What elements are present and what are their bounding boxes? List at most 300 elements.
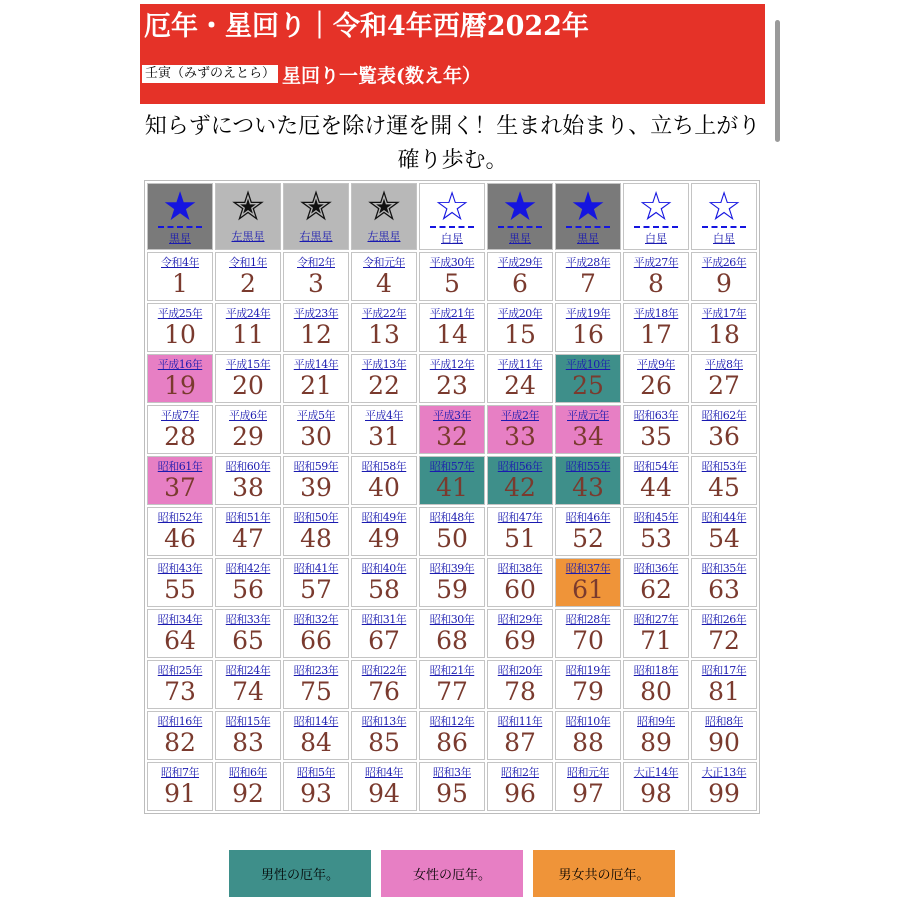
age-cell [283,252,349,301]
age-number: 14 [436,320,468,349]
birth-year-link[interactable]: 平成13年 [361,358,407,371]
star-label-link[interactable]: 左黒星 [367,230,401,243]
birth-year-link[interactable]: 平成3年 [433,409,471,422]
age-number: 29 [232,422,264,451]
age-number: 18 [708,320,740,349]
birth-year-link[interactable]: 昭和26年 [701,613,747,626]
age-number: 69 [504,626,536,655]
age-cell [623,762,689,811]
age-cell [283,558,349,607]
age-cell [147,252,213,301]
age-number: 17 [640,320,672,349]
birth-year-link[interactable]: 昭和8年 [705,715,743,728]
table-row [147,252,757,301]
birth-year-link[interactable]: 昭和13年 [361,715,407,728]
age-cell [555,405,621,454]
age-cell [623,405,689,454]
birth-year-link[interactable]: 昭和60年 [225,460,271,473]
age-number: 21 [300,371,332,400]
age-number: 67 [368,626,400,655]
age-cell [691,456,757,505]
age-cell [487,507,553,556]
age-cell [487,456,553,505]
age-cell [487,558,553,607]
age-cell [555,762,621,811]
page-header [140,4,765,104]
age-cell [215,660,281,709]
star-label-link[interactable]: 黒星 [509,232,531,245]
birth-year-link[interactable]: 昭和40年 [361,562,407,575]
birth-year-link[interactable]: 平成11年 [497,358,543,371]
age-cell [147,609,213,658]
age-cell [215,252,281,301]
age-number: 44 [640,473,672,502]
birth-year-link[interactable]: 昭和48年 [429,511,475,524]
table-row [147,405,757,454]
age-cell [555,660,621,709]
age-cell [691,711,757,760]
star-label-link[interactable]: 白星 [713,232,735,245]
age-number: 63 [708,575,740,604]
age-number: 7 [580,269,596,298]
age-cell [555,303,621,352]
age-number: 56 [232,575,264,604]
age-cell [419,660,485,709]
birth-year-link[interactable]: 昭和45年 [633,511,679,524]
birth-year-link[interactable]: 平成18年 [633,307,679,320]
birth-year-link[interactable]: 平成元年 [567,409,609,422]
age-number: 36 [708,422,740,451]
birth-year-link[interactable]: 平成6年 [229,409,267,422]
birth-year-link[interactable]: 昭和34年 [157,613,203,626]
age-cell [283,303,349,352]
age-number: 73 [164,677,196,706]
eto-label: 壬寅（みずのえとら） [142,65,278,83]
table-row [147,609,757,658]
age-cell [215,762,281,811]
age-number: 75 [300,677,332,706]
age-cell [283,711,349,760]
age-number: 9 [716,269,732,298]
birth-year-link[interactable]: 昭和56年 [497,460,543,473]
age-number: 83 [232,728,264,757]
birth-year-link[interactable]: 平成14年 [293,358,339,371]
age-number: 52 [572,524,604,553]
age-cell [147,660,213,709]
birth-year-link[interactable]: 昭和44年 [701,511,747,524]
age-number: 26 [640,371,672,400]
birth-year-link[interactable]: 平成2年 [501,409,539,422]
age-number: 88 [572,728,604,757]
age-cell [215,558,281,607]
birth-year-link[interactable]: 昭和61年 [157,460,203,473]
age-number: 23 [436,371,468,400]
age-number: 51 [504,524,536,553]
table-row [147,762,757,811]
age-number: 8 [648,269,664,298]
table-row [147,711,757,760]
star-label-link[interactable]: 白星 [645,232,667,245]
birth-year-link[interactable]: 昭和23年 [293,664,339,677]
birth-year-link[interactable]: 平成17年 [701,307,747,320]
age-cell [555,252,621,301]
age-number: 24 [504,371,536,400]
age-cell [351,354,417,403]
age-cell [555,354,621,403]
age-cell [419,711,485,760]
age-cell [215,354,281,403]
star-header-cell [419,183,485,250]
table-row [147,354,757,403]
age-cell [555,558,621,607]
birth-year-link[interactable]: 昭和28年 [565,613,611,626]
age-number: 1 [172,269,188,298]
age-cell [283,354,349,403]
birth-year-link[interactable]: 昭和27年 [633,613,679,626]
age-cell [623,507,689,556]
birth-year-link[interactable]: 昭和7年 [161,766,199,779]
age-number: 62 [640,575,672,604]
birth-year-link[interactable]: 昭和59年 [293,460,339,473]
birth-year-link[interactable]: 昭和47年 [497,511,543,524]
age-cell [419,405,485,454]
age-cell [487,405,553,454]
birth-year-link[interactable]: 平成28年 [565,256,611,269]
birth-year-link[interactable]: 昭和元年 [567,766,609,779]
birth-year-link[interactable]: 昭和6年 [229,766,267,779]
age-number: 50 [436,524,468,553]
birth-year-link[interactable]: 昭和5年 [297,766,335,779]
age-number: 95 [436,779,468,808]
age-number: 76 [368,677,400,706]
black-star-icon: ★ [570,184,606,230]
age-cell [555,609,621,658]
tagline: 知らずについた厄を除け運を開く！生まれ始まり、立ち上がり確り歩む。 [144,114,761,173]
age-cell [623,558,689,607]
age-number: 71 [640,626,672,655]
age-number: 90 [708,728,740,757]
age-cell [147,507,213,556]
age-cell [691,558,757,607]
birth-year-link[interactable]: 昭和46年 [565,511,611,524]
birth-year-link[interactable]: 昭和42年 [225,562,271,575]
birth-year-link[interactable]: 昭和21年 [429,664,475,677]
age-cell [215,456,281,505]
age-cell [351,711,417,760]
birth-year-link[interactable]: 昭和19年 [565,664,611,677]
star-header-cell [623,183,689,250]
birth-year-link[interactable]: 昭和22年 [361,664,407,677]
birth-year-link[interactable]: 昭和43年 [157,562,203,575]
table-row [147,558,757,607]
age-cell [147,762,213,811]
age-number: 97 [572,779,604,808]
birth-year-link[interactable]: 昭和51年 [225,511,271,524]
age-number: 82 [164,728,196,757]
birth-year-link[interactable]: 平成15年 [225,358,271,371]
birth-year-link[interactable]: 昭和29年 [497,613,543,626]
age-cell [419,354,485,403]
age-cell [351,456,417,505]
age-cell [691,354,757,403]
age-number: 94 [368,779,400,808]
birth-year-link[interactable]: 昭和9年 [637,715,675,728]
age-cell [283,609,349,658]
age-number: 42 [504,473,536,502]
birth-year-link[interactable]: 昭和10年 [565,715,611,728]
age-number: 78 [504,677,536,706]
birth-year-link[interactable]: 昭和33年 [225,613,271,626]
age-number: 20 [232,371,264,400]
birth-year-link[interactable]: 昭和24年 [225,664,271,677]
age-number: 54 [708,524,740,553]
age-cell [419,609,485,658]
age-number: 81 [708,677,740,706]
star-label-link[interactable]: 黒星 [169,232,191,245]
age-number: 70 [572,626,604,655]
age-number: 41 [436,473,468,502]
age-number: 43 [572,473,604,502]
birth-year-link[interactable]: 平成12年 [429,358,475,371]
age-cell [283,456,349,505]
age-number: 15 [504,320,536,349]
birth-year-link[interactable]: 昭和37年 [565,562,611,575]
birth-year-link[interactable]: 昭和15年 [225,715,271,728]
birth-year-link[interactable]: 昭和17年 [701,664,747,677]
age-number: 79 [572,677,604,706]
birth-year-link[interactable]: 平成16年 [157,358,203,371]
age-number: 53 [640,524,672,553]
birth-year-link[interactable]: 昭和2年 [501,766,539,779]
birth-year-link[interactable]: 平成7年 [161,409,199,422]
birth-year-link[interactable]: 平成30年 [429,256,475,269]
age-cell [283,762,349,811]
birth-year-link[interactable]: 昭和39年 [429,562,475,575]
age-number: 74 [232,677,264,706]
birth-year-link[interactable]: 昭和55年 [565,460,611,473]
birth-year-link[interactable]: 昭和14年 [293,715,339,728]
white-star-icon: ☆ [706,184,742,230]
age-number: 47 [232,524,264,553]
age-cell [283,660,349,709]
age-cell [351,762,417,811]
age-number: 99 [708,779,740,808]
birth-year-link[interactable]: 平成29年 [497,256,543,269]
right-black-star-icon: ✭ [299,184,333,230]
age-number: 19 [164,371,196,400]
age-cell [487,660,553,709]
age-number: 48 [300,524,332,553]
birth-year-link[interactable]: 昭和49年 [361,511,407,524]
age-number: 30 [300,422,332,451]
birth-year-link[interactable]: 大正13年 [701,766,747,779]
age-cell [283,405,349,454]
birth-year-link[interactable]: 令和1年 [229,256,267,269]
age-cell [351,507,417,556]
birth-year-link[interactable]: 平成22年 [361,307,407,320]
age-number: 46 [164,524,196,553]
age-cell [351,660,417,709]
age-cell [623,660,689,709]
age-number: 34 [572,422,604,451]
birth-year-link[interactable]: 平成27年 [633,256,679,269]
birth-year-link[interactable]: 平成24年 [225,307,271,320]
age-number: 12 [300,320,332,349]
age-number: 93 [300,779,332,808]
age-number: 49 [368,524,400,553]
age-number: 86 [436,728,468,757]
age-cell [691,507,757,556]
age-number: 65 [232,626,264,655]
birth-year-link[interactable]: 平成23年 [293,307,339,320]
age-number: 66 [300,626,332,655]
birth-year-link[interactable]: 昭和30年 [429,613,475,626]
birth-year-link[interactable]: 昭和16年 [157,715,203,728]
age-cell [623,303,689,352]
birth-year-link[interactable]: 昭和11年 [497,715,543,728]
birth-year-link[interactable]: 平成19年 [565,307,611,320]
age-number: 80 [640,677,672,706]
birth-year-link[interactable]: 昭和12年 [429,715,475,728]
age-cell [623,711,689,760]
birth-year-link[interactable]: 昭和4年 [365,766,403,779]
yakudoshi-table [144,180,760,814]
age-number: 10 [164,320,196,349]
age-cell [487,354,553,403]
birth-year-link[interactable]: 平成26年 [701,256,747,269]
age-cell [215,405,281,454]
age-cell [351,303,417,352]
age-cell [691,609,757,658]
age-number: 91 [164,779,196,808]
list-name: 星回り一覧表(数え年） [282,64,482,87]
birth-year-link[interactable]: 昭和25年 [157,664,203,677]
birth-year-link[interactable]: 令和4年 [161,256,199,269]
age-number: 77 [436,677,468,706]
age-cell [555,507,621,556]
table-row [147,456,757,505]
age-number: 2 [240,269,256,298]
age-number: 39 [300,473,332,502]
age-number: 11 [232,320,264,349]
white-star-icon: ☆ [434,184,470,230]
age-cell [147,558,213,607]
legend-both: 男女共の厄年。 [533,850,675,897]
birth-year-link[interactable]: 昭和31年 [361,613,407,626]
age-cell [351,558,417,607]
star-header-cell [215,183,281,250]
birth-year-link[interactable]: 昭和38年 [497,562,543,575]
age-number: 60 [504,575,536,604]
age-cell [623,609,689,658]
birth-year-link[interactable]: 大正14年 [633,766,679,779]
age-cell [419,303,485,352]
birth-year-link[interactable]: 昭和20年 [497,664,543,677]
age-cell [147,405,213,454]
birth-year-link[interactable]: 昭和32年 [293,613,339,626]
age-cell [691,252,757,301]
birth-year-link[interactable]: 昭和63年 [633,409,679,422]
birth-year-link[interactable]: 昭和53年 [701,460,747,473]
age-cell [555,456,621,505]
birth-year-link[interactable]: 昭和36年 [633,562,679,575]
age-number: 31 [368,422,400,451]
header-subrow [142,62,481,86]
star-header-cell [283,183,349,250]
birth-year-link[interactable]: 平成10年 [565,358,611,371]
age-number: 27 [708,371,740,400]
birth-year-link[interactable]: 昭和35年 [701,562,747,575]
star-label-link[interactable]: 白星 [441,232,463,245]
age-cell [555,711,621,760]
star-label-link[interactable]: 左黒星 [231,230,265,243]
age-number: 16 [572,320,604,349]
birth-year-link[interactable]: 昭和52年 [157,511,203,524]
birth-year-link[interactable]: 昭和57年 [429,460,475,473]
age-number: 61 [572,575,604,604]
age-number: 96 [504,779,536,808]
age-cell [283,507,349,556]
birth-year-link[interactable]: 平成4年 [365,409,403,422]
birth-year-link[interactable]: 昭和62年 [701,409,747,422]
birth-year-link[interactable]: 令和2年 [297,256,335,269]
age-cell [419,558,485,607]
age-cell [487,762,553,811]
birth-year-link[interactable]: 昭和41年 [293,562,339,575]
star-label-link[interactable]: 黒星 [577,232,599,245]
age-cell [487,609,553,658]
age-number: 92 [232,779,264,808]
star-header-cell [487,183,553,250]
left-black-star-icon: ✭ [231,184,265,230]
birth-year-link[interactable]: 平成8年 [705,358,743,371]
age-number: 37 [164,473,196,502]
age-number: 4 [376,269,392,298]
age-cell [623,456,689,505]
page-title: 厄年・星回り｜令和4年西暦2022年 [144,11,589,42]
star-header-cell [147,183,213,250]
birth-year-link[interactable]: 平成5年 [297,409,335,422]
white-star-icon: ☆ [638,184,674,230]
birth-year-link[interactable]: 平成25年 [157,307,203,320]
birth-year-link[interactable]: 昭和54年 [633,460,679,473]
age-number: 38 [232,473,264,502]
age-number: 35 [640,422,672,451]
age-cell [147,456,213,505]
age-cell [351,405,417,454]
birth-year-link[interactable]: 平成9年 [637,358,675,371]
age-number: 3 [308,269,324,298]
birth-year-link[interactable]: 昭和50年 [293,511,339,524]
age-cell [691,660,757,709]
age-cell [351,609,417,658]
star-label-link[interactable]: 右黒星 [299,230,333,243]
birth-year-link[interactable]: 平成20年 [497,307,543,320]
birth-year-link[interactable]: 平成21年 [429,307,475,320]
age-cell [623,252,689,301]
birth-year-link[interactable]: 昭和18年 [633,664,679,677]
age-number: 68 [436,626,468,655]
age-cell [487,711,553,760]
birth-year-link[interactable]: 昭和58年 [361,460,407,473]
black-star-icon: ★ [502,184,538,230]
age-cell [147,711,213,760]
age-cell [215,507,281,556]
birth-year-link[interactable]: 令和元年 [363,256,405,269]
birth-year-link[interactable]: 昭和3年 [433,766,471,779]
scrollbar[interactable] [775,20,780,142]
left-black-star-icon: ✭ [367,184,401,230]
